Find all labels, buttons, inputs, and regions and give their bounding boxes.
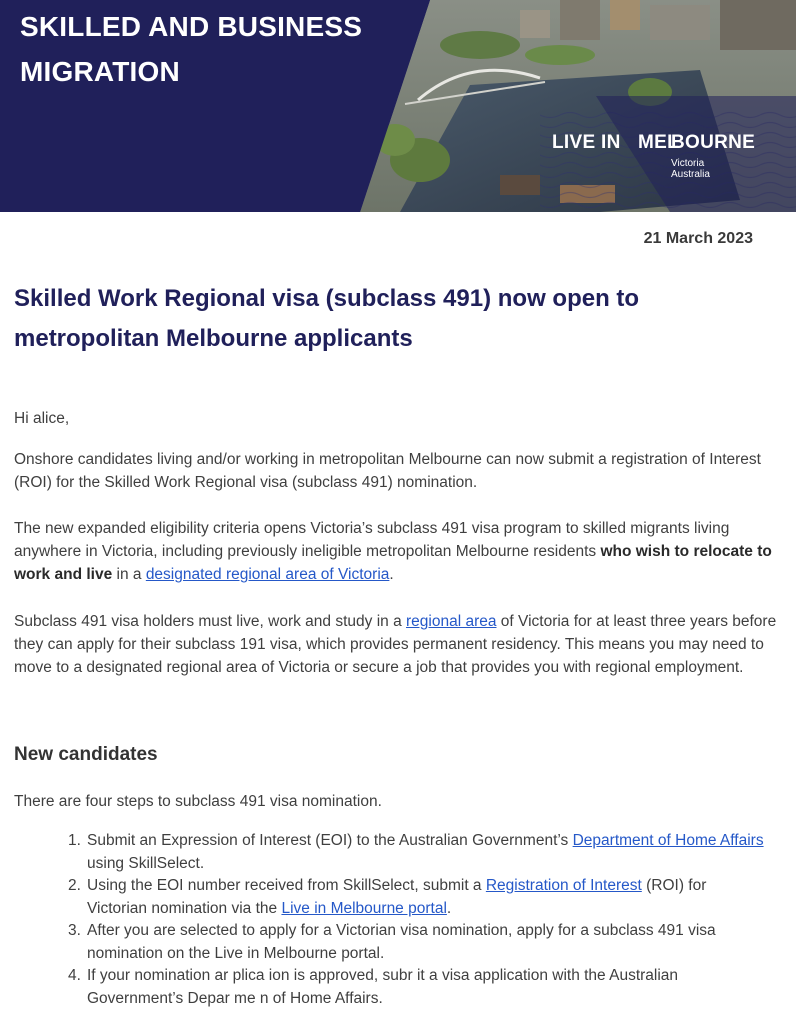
designated-regional-area-link[interactable]: designated regional area of Victoria bbox=[145, 566, 390, 583]
step-text: (ROI) for Victorian nomination via the bbox=[87, 877, 707, 917]
step-number: 3. bbox=[68, 922, 81, 939]
email-headline: Skilled Work Regional visa (subclass 491) now open to metropolitan Melbourne applicants bbox=[14, 285, 640, 352]
step-text: Using the EOI number received from SkillSelect, submit a bbox=[87, 877, 486, 894]
logo-victoria-text: Victoria bbox=[671, 158, 705, 169]
regional-area-link[interactable]: regional area bbox=[406, 613, 497, 630]
eligibility-text-2: in a bbox=[112, 566, 146, 583]
paragraph-requirements bbox=[14, 610, 784, 679]
logo-mel-text: MEL bbox=[638, 132, 680, 153]
requirements-text-1: Subclass 491 visa holders must live, work and study in a bbox=[14, 613, 406, 630]
step-item bbox=[68, 875, 767, 920]
logo-live-in-text: LIVE IN bbox=[552, 132, 621, 153]
step-text: . bbox=[446, 899, 452, 917]
step-number: 4. bbox=[68, 967, 81, 984]
steps-intro: There are four steps to subclass 491 visa nomination. bbox=[14, 793, 382, 810]
step-item bbox=[68, 920, 767, 965]
paragraph-eligibility bbox=[14, 517, 784, 586]
section-heading-new-candidates: New candidates bbox=[14, 744, 158, 765]
eligibility-bold-text: who wish to relocate to work and live bbox=[14, 543, 772, 583]
department-of-home-affairs-link[interactable]: Department of Home Affairs bbox=[572, 832, 764, 849]
steps-list bbox=[68, 830, 767, 1010]
step-text: If your nomination ar plica ion is approved, subr it a visa application with the Australian Government’s Depar me n of Home Affairs. bbox=[87, 967, 679, 1007]
eligibility-text-3: . bbox=[389, 566, 394, 583]
banner-title bbox=[20, 4, 362, 94]
registration-of-interest-link[interactable]: Registration of Interest bbox=[485, 877, 642, 894]
header-banner bbox=[0, 0, 796, 212]
banner-title-line2: MIGRATION bbox=[20, 56, 180, 87]
paragraph-intro: Onshore candidates living and/or working in metropolitan Melbourne can now submit a registration of Interest (ROI) for the Skilled Work Regional visa (subclass 491) nomination. bbox=[14, 451, 761, 491]
banner-title-line1: SKILLED AND BUSINESS bbox=[20, 11, 363, 42]
step-text: After you are selected to apply for a Victorian visa nomination, apply for a subclass 491 visa nomination on the Live in Melbourne portal. bbox=[87, 922, 716, 962]
requirements-text-2: of Victoria for at least three years before they can apply for their subclass 191 visa, which provides permanent residency. This means you may need to move to a designated regional area of Victoria or secure a job that provides you with regional employment. bbox=[14, 613, 777, 676]
step-number: 2. bbox=[68, 877, 81, 894]
step-text: using SkillSelect. bbox=[87, 854, 205, 872]
greeting: Hi alice, bbox=[14, 410, 70, 427]
step-text: Submit an Expression of Interest (EOI) to the Australian Government’s bbox=[87, 832, 573, 849]
step-number: 1. bbox=[68, 832, 81, 849]
step-item bbox=[68, 830, 767, 875]
step-item bbox=[68, 965, 767, 1010]
logo-bourne-text: BOURNE bbox=[671, 132, 756, 153]
eligibility-text-1: The new expanded eligibility criteria opens Victoria’s subclass 491 visa program to skilled migrants living anywhere in Victoria, including previously ineligible metropolitan Melbourne residents bbox=[14, 520, 730, 560]
live-in-melbourne-portal-link[interactable]: Live in Melbourne portal bbox=[281, 899, 447, 917]
email-date: 21 March 2023 bbox=[643, 230, 753, 247]
logo-australia-text: Australia bbox=[671, 169, 710, 180]
